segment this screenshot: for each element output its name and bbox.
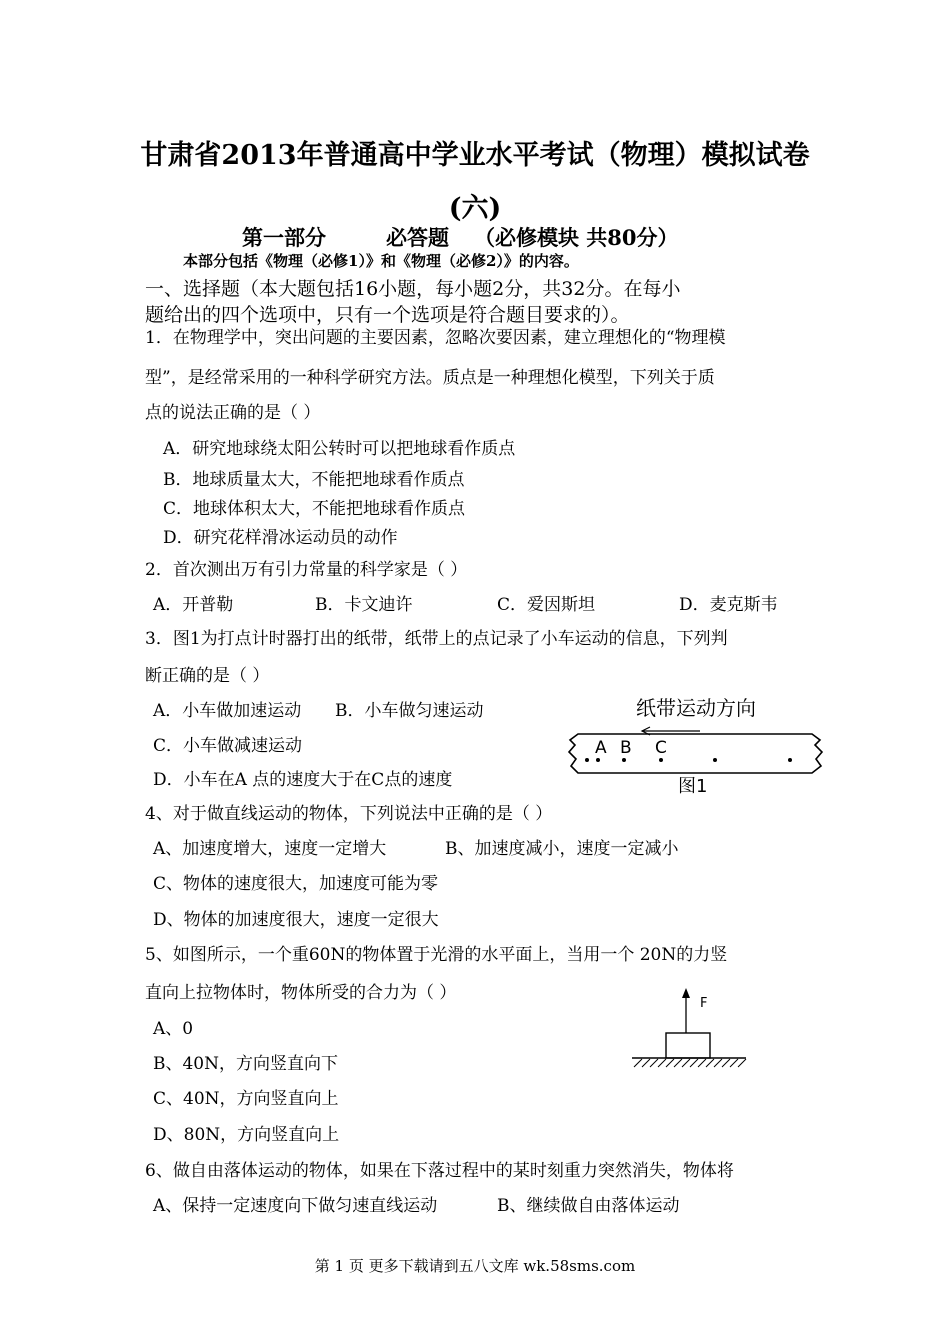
part-note: 本部分包括《物理（必修1）》和《物理（必修2）》的内容。 [183,252,579,270]
q1-option-c: C．地球体积太大，不能把地球看作质点 [163,499,466,519]
part-heading-required: 必答题 [386,225,449,250]
q5-option-b: B、40N，方向竖直向下 [153,1054,338,1074]
part-heading-part: 第一部分 [242,225,326,250]
q1-option-b: B．地球质量太大，不能把地球看作质点 [163,470,465,490]
q1-stem-line1: 1．在物理学中，突出问题的主要因素，忽略次要因素，建立理想化的“物理模 [145,328,726,348]
q4-stem: 4、对于做直线运动的物体，下列说法中正确的是（ ） [145,804,553,824]
part-heading-module: （必修模块 共80分） [474,225,679,250]
section-instruction-line1: 一、选择题（本大题包括16小题，每小题2分，共32分。在每小 [145,278,681,300]
paper-tape [569,734,822,773]
q5-stem-line2: 直向上拉物体时，物体所受的合力为（ ） [145,983,457,1003]
tape-dot [585,758,589,762]
q1-stem-line3: 点的说法正确的是（ ） [145,403,321,423]
q6-stem: 6、做自由落体运动的物体，如果在下落过程中的某时刻重力突然消失，物体将 [145,1161,734,1181]
q1-stem-line2: 型”，是经常采用的一种科学研究方法。质点是一种理想化模型，下列关于质 [145,368,715,388]
q4-option-c: C、物体的速度很大，加速度可能为零 [153,874,439,894]
q5-option-c: C、40N，方向竖直向上 [153,1089,339,1109]
q4-option-d: D、物体的加速度很大，速度一定很大 [153,910,439,930]
force-block-figure [628,985,753,1070]
tape-dot [788,758,792,762]
tape-dot [659,758,663,762]
force-label: F [700,996,708,1011]
tape-point-a-label: A [595,738,607,758]
q6-option-b: B、继续做自由落体运动 [497,1196,680,1216]
q5-option-a: A、0 [153,1019,194,1039]
q2-option-b: B．卡文迪许 [315,595,413,615]
section-instruction-line2: 题给出的四个选项中，只有一个选项是符合题目要求的）。 [145,304,630,326]
q4-option-b: B、加速度减小，速度一定减小 [445,839,679,859]
q2-stem: 2．首次测出万有引力常量的科学家是（ ） [145,560,468,580]
page-footer: 第 1 页 更多下载请到五八文库 wk.58sms.com [314,1257,636,1275]
tape-dot [596,758,600,762]
q3-stem-line1: 3．图1为打点计时器打出的纸带，纸带上的点记录了小车运动的信息，下列判 [145,629,728,649]
q3-option-b: B．小车做匀速运动 [335,701,484,721]
figure-caption: 图1 [678,776,708,797]
q6-option-a: A、保持一定速度向下做匀速直线运动 [153,1196,438,1216]
q5-option-d: D、80N，方向竖直向上 [153,1125,340,1145]
q4-option-a: A、加速度增大，速度一定增大 [153,839,387,859]
tape-point-b-label: B [620,738,632,758]
ground-hatching [634,1059,746,1067]
q2-option-d: D．麦克斯韦 [679,595,778,615]
tape-point-c-label: C [655,738,667,758]
q1-option-d: D．研究花样滑冰运动员的动作 [163,528,398,548]
tape-dot [713,758,717,762]
exam-title: 甘肃省2013年普通高中学业水平考试（物理）模拟试卷 [140,140,810,171]
paper-tape-figure [560,688,830,800]
tape-dot [622,758,626,762]
q2-option-a: A．开普勒 [153,595,234,615]
exam-title-number: (六) [448,193,502,224]
tape-direction-label: 纸带运动方向 [636,696,756,720]
force-arrow-icon [682,988,690,1033]
q5-stem-line1: 5、如图所示，一个重60N的物体置于光滑的水平面上，当用一个 20N的力竖 [145,945,728,965]
q3-option-c: C．小车做减速运动 [153,736,303,756]
q3-stem-line2: 断正确的是（ ） [145,666,270,686]
q3-option-d: D．小车在A 点的速度大于在C点的速度 [153,770,453,790]
q3-option-a: A．小车做加速运动 [153,701,302,721]
q2-option-c: C．爱因斯坦 [497,595,596,615]
block [666,1033,710,1058]
q1-option-a: A．研究地球绕太阳公转时可以把地球看作质点 [163,439,516,459]
